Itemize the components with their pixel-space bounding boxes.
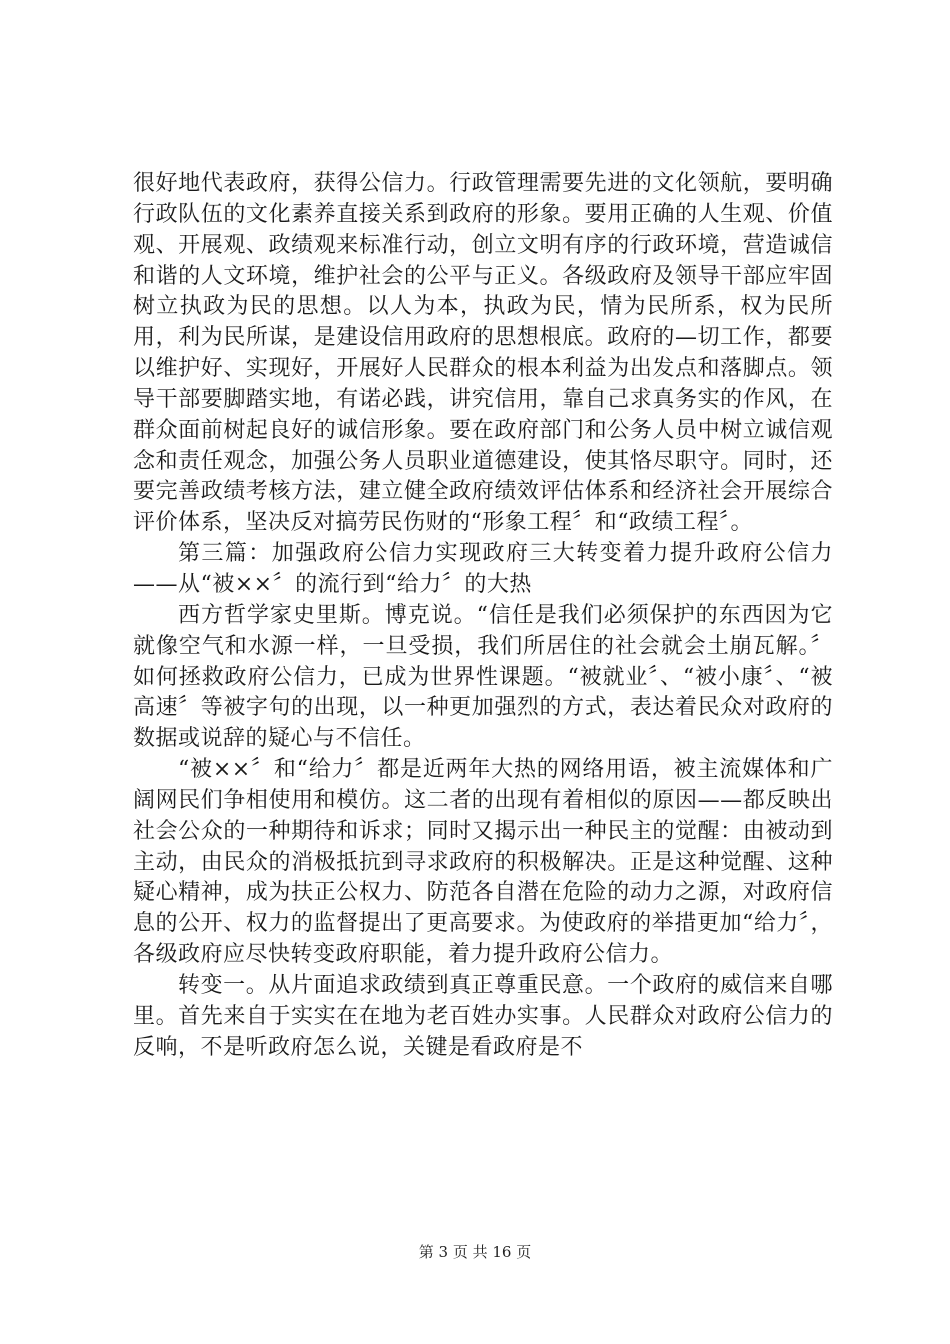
document-body bbox=[133, 169, 833, 1063]
paragraph-4: “被××〞和“给力〞都是近两年大热的网络用语，被主流媒体和广阔网民们争相使用和模仿。这二者的出现有着相似的原因——都反映出社会公众的一种期待和诉求；同时又揭示出一种民主的觉醒：由被动到主动，由民众的消极抵抗到寻求政府的积极解决。正是这种觉醒、这种疑心精神，成为扶正公权力、防范各自潜在危险的动力之源，对政府信息的公开、权力的监督提出了更高要求。为使政府的举措更加“给力〞，各级政府应尽快转变政府职能，着力提升政府公信力。 bbox=[133, 757, 833, 968]
page-footer: 第 3 页 共 16 页 bbox=[418, 1243, 532, 1261]
paragraph-1: 很好地代表政府，获得公信力。行政管理需要先进的文化领航，要明确行政队伍的文化素养直接关系到政府的形象。要用正确的人生观、价值观、开展观、政绩观来标准行动，创立文明有序的行政环境，营造诚信和谐的人文环境，维护社会的公平与正义。各级政府及领导干部应牢固树立执政为民的思想。以人为本，执政为民，情为民所系，权为民所用，利为民所谋，是建设信用政府的思想根底。政府的—切工作，都要以维护好、实现好，开展好人民群众的根本利益为出发点和落脚点。领导干部要脚踏实地，有诺必践，讲究信用，靠自己求真务实的作风，在群众面前树起良好的诚信形象。要在政府部门和公务人员中树立诚信观念和责任观念，加强公务人员职业道德建设，使其恪尽职守。同时，还要完善政绩考核方法，建立健全政府绩效评估体系和经济社会开展综合评价体系，坚决反对搞劳民伤财的“形象工程〞和“政绩工程〞。 bbox=[133, 171, 833, 536]
paragraph-3: 西方哲学家史里斯。博克说。“信任是我们必须保护的东西因为它就像空气和水源一样，一旦受损，我们所居住的社会就会土崩瓦解。〞如何拯救政府公信力，已成为世界性课题。“被就业〞、“被小康〞、“被高速〞等被字句的出现，以一种更加强烈的方式，表达着民众对政府的数据或说辞的疑心与不信任。 bbox=[133, 602, 833, 752]
paragraph-5: 转变一。从片面追求政绩到真正尊重民意。一个政府的威信来自哪里。首先来自于实实在在地为老百姓办实事。人民群众对政府公信力的反响，不是听政府怎么说，关键是看政府是不 bbox=[133, 972, 833, 1060]
paragraph-2-heading: 第三篇：加强政府公信力实现政府三大转变着力提升政府公信力——从“被××〞的流行到“给力〞的大热 bbox=[133, 541, 833, 597]
